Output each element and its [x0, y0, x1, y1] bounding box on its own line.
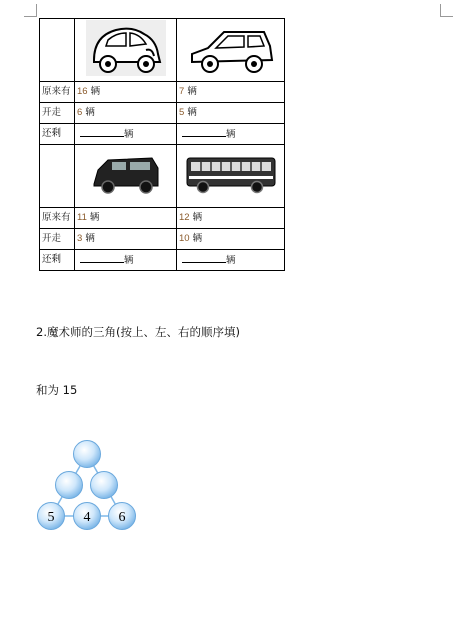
table-row: 还剩 辆 辆	[40, 250, 285, 271]
van-image	[75, 145, 177, 208]
answer-blank[interactable]	[182, 253, 226, 263]
row-label: 开走	[40, 229, 75, 250]
page-corner-mark-left	[24, 4, 37, 17]
van-icon	[90, 152, 162, 196]
triangle-value-bottom-left: 5	[47, 510, 55, 525]
car-count-table	[39, 18, 285, 271]
image-row	[40, 145, 285, 208]
answer-blank[interactable]	[80, 253, 124, 263]
triangle-value-bottom-right: 6	[118, 510, 126, 525]
triangle-circle-right[interactable]	[91, 472, 118, 499]
row-label: 还剩	[40, 124, 75, 145]
triangle-circle-left[interactable]	[56, 472, 83, 499]
triangle-circle-top[interactable]	[74, 441, 101, 468]
row-label: 原来有	[40, 208, 75, 229]
question-2-title: 2.魔术师的三角(按上、左、右的顺序填)	[36, 325, 240, 339]
row-label: 开走	[40, 103, 75, 124]
sum-text: 和为 15	[36, 383, 78, 397]
answer-blank[interactable]	[80, 127, 124, 137]
bus-icon	[185, 152, 277, 196]
table-row: 原来有 11 辆 12 辆	[40, 208, 285, 229]
bus-image	[177, 145, 285, 208]
table-row: 还剩 辆 辆	[40, 124, 285, 145]
suv-car-icon	[188, 20, 274, 76]
image-row	[40, 19, 285, 82]
row-label: 原来有	[40, 82, 75, 103]
answer-blank[interactable]	[182, 127, 226, 137]
beetle-car-icon	[86, 20, 166, 76]
magic-triangle	[34, 436, 140, 532]
triangle-value-bottom-middle: 4	[83, 510, 91, 525]
table-row: 开走 3 辆 10 辆	[40, 229, 285, 250]
page-corner-mark-right	[440, 4, 453, 17]
beetle-car-image	[75, 19, 177, 82]
table-row: 原来有 16 辆 7 辆	[40, 82, 285, 103]
suv-car-image	[177, 19, 285, 82]
row-label: 还剩	[40, 250, 75, 271]
table-row: 开走 6 辆 5 辆	[40, 103, 285, 124]
